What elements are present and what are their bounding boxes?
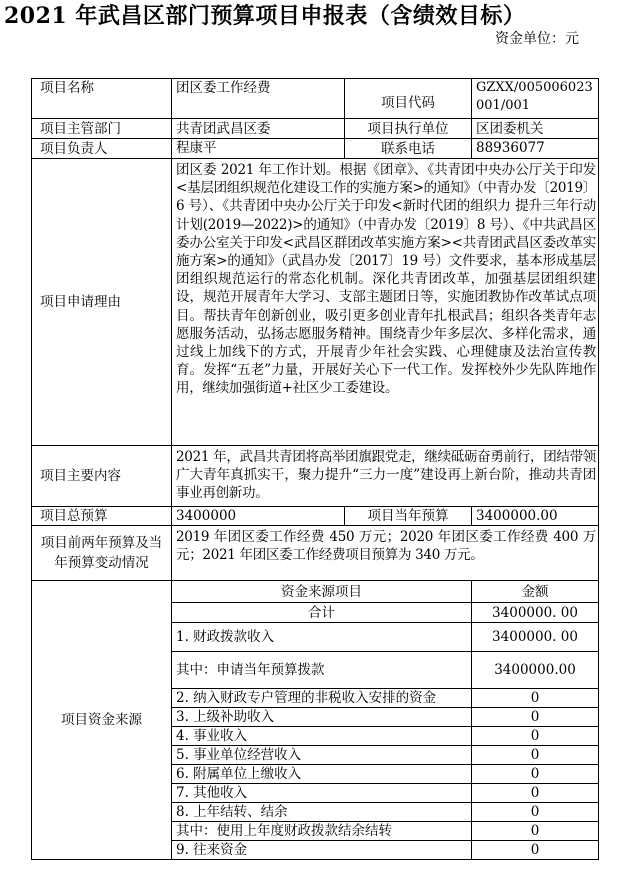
funding-row-amount: 3400000. 00 — [472, 603, 599, 623]
row-change — [32, 526, 599, 581]
funding-row-name: 2. 纳入财政专户管理的非税收入安排的资金 — [172, 689, 472, 708]
row-content — [32, 446, 599, 507]
project-code-label: 项目代码 — [345, 79, 472, 119]
current-budget-label: 项目当年预算 — [345, 507, 472, 526]
funding-row-name: 4. 事业收入 — [172, 727, 472, 746]
funding-row-amount: 0 — [472, 822, 599, 841]
funding-row-name: 其中：使用上年度财政拨款结余结转 — [172, 822, 472, 841]
owner-label: 项目负责人 — [32, 139, 172, 159]
funding-row-name: 8. 上年结转、结余 — [172, 803, 472, 822]
exec-unit-label: 项目执行单位 — [345, 119, 472, 139]
reason-text: 团区委 2021 年工作计划。根据《团章》、《共青团中央办公厅关于印发<基层团组织规范化建设工作的实施方案>的通知》（中青办发〔2019〕6 号）、《共青团中央办公厅关于印发<新时代团的组织力 提升三年行动计划(2019—2022)>的通知》（中青办发〔2019〕8 号）、《中共武昌区委办公室关于印发<武昌区群团改革实施方案><共青团武昌区委改革实施方案>的通知》（武昌办发〔2017〕19 号）文件要求，基本形成基层团组织规范运行的常态化机制。深化共青团改革，加强基层团组织建设，规范开展青年大学习、支部主题团日等，实施团教协作改革试点项目。帮扶青年创新创业，吸引更多创业青年扎根武昌；组织各类青年志愿服务活动，弘扬志愿服务精神。围绕青少年多层次、多样化需求，通过线上加线下的方式，开展青少年社会实践、心理健康及法治宣传教育。发挥“五老”力量，开展好关心下一代工作。发挥校外少先队阵地作用，继续加强街道+社区少工委建设。 — [172, 159, 599, 446]
current-budget-value: 3400000.00 — [472, 507, 599, 526]
funding-row-amount: 0 — [472, 841, 599, 860]
funding-row-amount: 0 — [472, 803, 599, 822]
row-reason — [32, 159, 599, 446]
funding-row-amount: 0 — [472, 689, 599, 708]
project-name-label: 项目名称 — [32, 79, 172, 119]
row-budget — [32, 507, 599, 526]
funding-row-name: 3. 上级补助收入 — [172, 708, 472, 727]
page-title: 2021 年武昌区部门预算项目申报表（含绩效目标） — [4, 3, 526, 29]
total-budget-value: 3400000 — [172, 507, 345, 526]
content-label: 项目主要内容 — [32, 446, 172, 507]
funding-row-amount: 0 — [472, 765, 599, 784]
project-name-value: 团区委工作经费 — [172, 79, 345, 119]
currency-unit: 资金单位：元 — [495, 31, 579, 47]
row-project-name — [32, 79, 599, 119]
funding-label: 项目资金来源 — [32, 581, 172, 860]
funding-row-amount: 0 — [472, 708, 599, 727]
row-owner — [32, 139, 599, 159]
phone-label: 联系电话 — [345, 139, 472, 159]
change-label: 项目前两年预算及当年预算变动情况 — [32, 526, 172, 581]
reason-label: 项目申请理由 — [32, 159, 172, 446]
exec-unit-value: 区团委机关 — [472, 119, 599, 139]
dept-label: 项目主管部门 — [32, 119, 172, 139]
funding-col-amount: 金额 — [472, 581, 599, 603]
funding-row-amount: 0 — [472, 784, 599, 803]
funding-row-name: 合计 — [172, 603, 472, 623]
phone-value: 88936077 — [472, 139, 599, 159]
funding-row-name: 其中：申请当年预算拨款 — [172, 652, 472, 689]
total-budget-label: 项目总预算 — [32, 507, 172, 526]
content-text: 2021 年，武昌共青团将高举团旗跟党走，继续砥砺奋勇前行，团结带领广大青年真抓实干，聚力提升“三力一度”建设再上新台阶，推动共青团事业再创新功。 — [172, 446, 599, 507]
project-code-value: GZXX/005006023001/001 — [472, 79, 599, 119]
funding-row-name: 5. 事业单位经营收入 — [172, 746, 472, 765]
funding-row-name: 7. 其他收入 — [172, 784, 472, 803]
funding-row-amount: 3400000. 00 — [472, 623, 599, 652]
funding-row-amount: 3400000.00 — [472, 652, 599, 689]
row-dept — [32, 119, 599, 139]
funding-row-amount: 0 — [472, 727, 599, 746]
funding-row-amount: 0 — [472, 746, 599, 765]
change-text: 2019 年团区委工作经费 450 万元；2020 年团区委工作经费 400 万元；2021 年团区委工作经费项目预算为 340 万元。 — [172, 526, 599, 581]
funding-row-name: 1. 财政拨款收入 — [172, 623, 472, 652]
owner-value: 程康平 — [172, 139, 345, 159]
funding-row-name: 6. 附属单位上缴收入 — [172, 765, 472, 784]
funding-col-source: 资金来源项目 — [172, 581, 472, 603]
funding-header-row — [32, 581, 599, 603]
funding-row-name: 9. 往来资金 — [172, 841, 472, 860]
dept-value: 共青团武昌区委 — [172, 119, 345, 139]
project-table — [31, 78, 599, 860]
